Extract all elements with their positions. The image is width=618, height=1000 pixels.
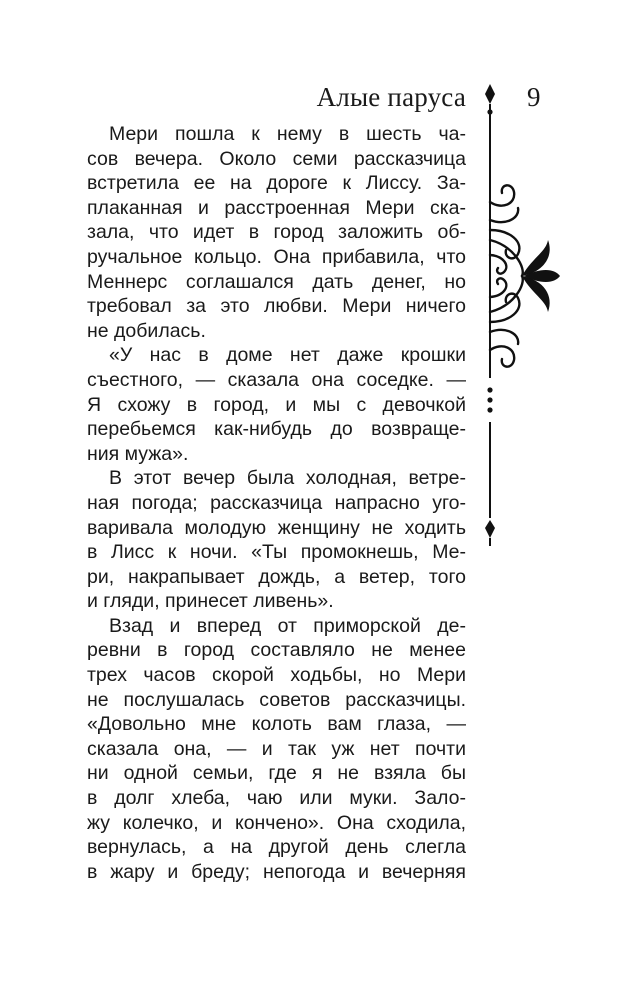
text-line: ручальное кольцо. Она прибавила, что [87, 245, 466, 268]
text-line: ни одной семьи, где я не взяла бы [87, 762, 466, 785]
text-line: ревни в город составляло не менее [87, 639, 466, 662]
text-line: в Лисс к ночи. «Ты промокнешь, Ме- [87, 541, 466, 564]
text-line: в долг хлеба, чаю или муки. Зало- [87, 787, 466, 810]
text-line: Меннерс соглашался дать денег, но [87, 270, 466, 293]
text-line: ния мужа». [87, 442, 189, 465]
text-line: в жару и бреду; непогода и вечерняя [87, 860, 466, 883]
text-line: сказала она, — и так уж нет почти [87, 737, 466, 760]
page-number: 9 [527, 82, 541, 112]
text-line: Взад и вперед от приморской де- [109, 614, 466, 637]
text-line: трех часов скорой ходьбы, но Мери [87, 664, 466, 687]
text-line: жу колечко, и кончено». Она сходила, [87, 811, 466, 834]
text-line: «У нас в доме нет даже крошки [109, 344, 466, 367]
text-line: В этот вечер была холодная, ветре- [109, 467, 466, 490]
text-line: не добилась. [87, 319, 206, 342]
swirl-ornament-icon [470, 80, 570, 550]
text-line: не послушалась советов рассказчицы. [87, 688, 466, 711]
text-line: и гляди, принесет ливень». [87, 590, 334, 613]
body-text [87, 122, 466, 884]
text-line: варивала молодую женщину не ходить [87, 516, 466, 539]
text-line: Мери пошла к нему в шесть ча- [109, 123, 466, 145]
text-line: Я схожу в город, и мы с девочкой [87, 393, 466, 416]
text-line: ная погода; рассказчица напрасно уго- [87, 491, 466, 514]
text-line: зала, что идет в город заложить об- [87, 221, 466, 244]
text-line: ри, накрапывает дождь, а ветер, того [87, 565, 466, 588]
text-line: встретила ее на дороге к Лиссу. За- [87, 172, 466, 195]
text-line: съестного, — сказала она соседке. — [87, 368, 466, 391]
text-line: вернулась, а на другой день слегла [87, 836, 466, 859]
text-line: «Довольно мне колоть вам глаза, — [87, 713, 466, 736]
running-title: Алые паруса [316, 82, 466, 112]
text-line: плаканная и расстроенная Мери ска- [87, 196, 466, 219]
text-line: требовал за это любви. Мери ничего [87, 295, 466, 318]
text-line: перебьемся как-нибудь до возвраще- [87, 418, 466, 441]
text-line: сов вечера. Около семи рассказчица [87, 147, 466, 170]
